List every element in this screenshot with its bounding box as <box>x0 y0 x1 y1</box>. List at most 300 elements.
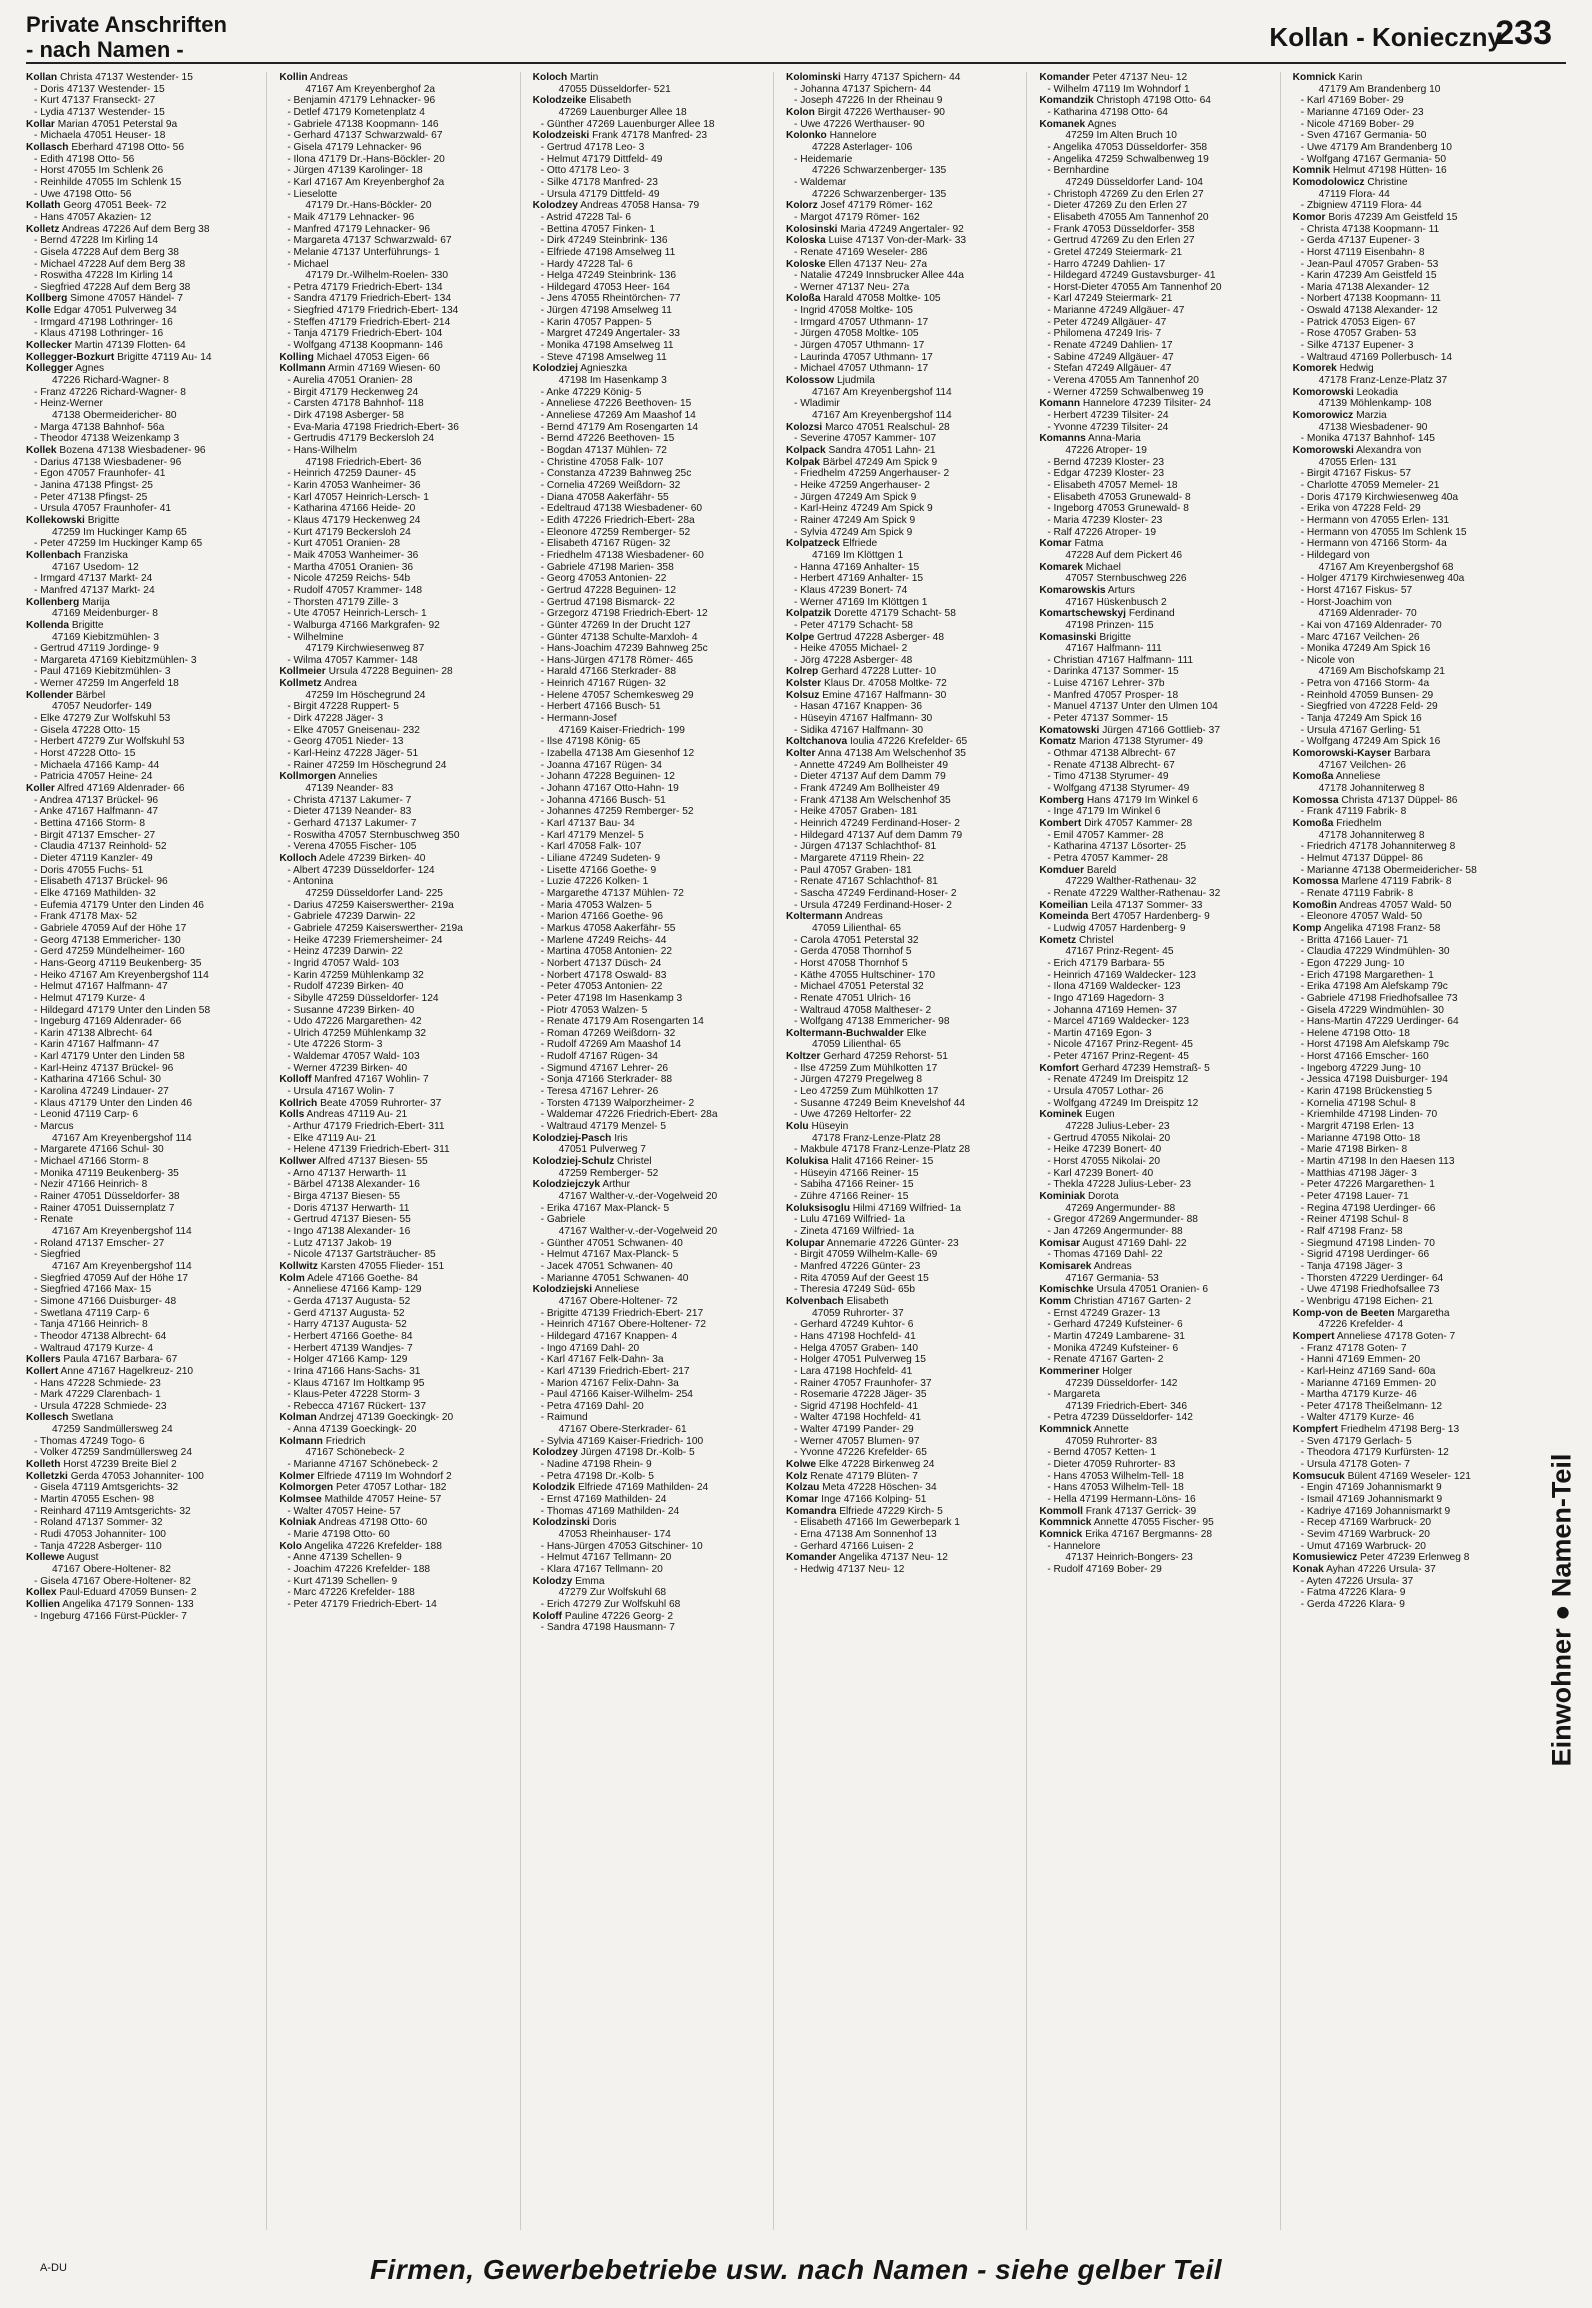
entry-text: 47167 Germania- 53 <box>1065 1272 1159 1284</box>
directory-entry <box>786 398 1022 410</box>
entry-text: - Herbert 47166 Goethe- 84 <box>287 1330 413 1342</box>
directory-entry <box>1039 1401 1275 1413</box>
entry-text: - Herbert 47279 Zur Wolfskuhl 53 <box>34 736 185 748</box>
entry-text: - Nicole von <box>1300 654 1355 666</box>
entry-text: Alfred 47169 Aldenrader- 66 <box>57 783 185 795</box>
entry-text: Ljudmila <box>836 375 875 387</box>
surname: Komisarek <box>1039 1260 1092 1272</box>
directory-entry <box>1293 1587 1530 1599</box>
directory-entry <box>1293 119 1530 131</box>
entry-text: Jürgen 47166 Gottlieb- 37 <box>1102 724 1220 736</box>
entry-text: - Ursula 47057 Fraunhofer- 41 <box>34 503 172 515</box>
directory-entry <box>279 1296 515 1308</box>
directory-entry <box>786 970 1022 982</box>
surname: Kollewe <box>26 1552 65 1564</box>
entry-text: - Hildegard 47167 Knappen- 4 <box>540 1330 678 1342</box>
entry-text: Friedhelm <box>1336 818 1382 829</box>
entry-text: - Ingeburg 47166 Fürst-Pückler- 7 <box>34 1610 187 1622</box>
surname: Kolster <box>785 678 822 690</box>
entry-text: - Helmut 47167 Halfmann- 47 <box>34 981 168 993</box>
directory-entry <box>533 900 769 912</box>
surname: Koloßa <box>785 293 821 305</box>
entry-text: - Johann 47167 Otto-Hahn- 19 <box>540 783 679 795</box>
entry-text: - Philomena 47249 Iris- 7 <box>1047 328 1162 340</box>
directory-entry <box>26 690 262 702</box>
entry-text: - Edgar 47239 Kloster- 23 <box>1047 468 1164 480</box>
directory-entry <box>26 259 262 271</box>
directory-entry <box>1039 1214 1275 1226</box>
surname: Komarek <box>1039 561 1083 573</box>
directory-entry <box>1039 1238 1275 1250</box>
entry-text: - Wolfgang 47138 Styrumer- 49 <box>1047 783 1190 795</box>
entry-text: - Margareta 47137 Schwarzwald- 67 <box>287 235 452 247</box>
entry-text: - Hildegard 47249 Gustavsburger- 41 <box>1047 270 1216 282</box>
directory-entry <box>1293 154 1530 166</box>
entry-text: Elfriede 47169 Mathilden- 24 <box>577 1482 709 1494</box>
entry-text: - Karl 47057 Heinrich-Lersch- 1 <box>287 491 429 503</box>
directory-entry <box>279 293 515 305</box>
directory-entry <box>279 1226 515 1238</box>
entry-text: - Marc 47167 Veilchen- 26 <box>1300 631 1420 643</box>
entry-text: 47139 Friedrich-Ebert- 346 <box>1065 1400 1188 1412</box>
entry-text: - Matthias 47198 Jäger- 3 <box>1300 1167 1417 1179</box>
surname: Kolmsee <box>279 1494 322 1506</box>
directory-entry <box>279 1552 515 1564</box>
directory-entry <box>786 1506 1022 1518</box>
directory-entry <box>279 387 515 399</box>
entry-text: Gertrud 47228 Asberger- 48 <box>817 631 944 643</box>
entry-text: - Gisela 47229 Windmühlen- 30 <box>1300 1004 1444 1016</box>
entry-text: - Birgit 47228 Ruppert- 5 <box>287 701 399 713</box>
entry-text: - Reiner 47198 Schul- 8 <box>1300 1214 1409 1226</box>
entry-text: 47178 Franz-Lenze-Platz 28 <box>811 1132 941 1144</box>
directory-entry <box>26 701 262 713</box>
entry-text: - Silke 47178 Manfred- 23 <box>540 176 658 188</box>
directory-entry <box>26 1482 262 1494</box>
entry-text: 47167 Walther-v.-der-Vogelweid 20 <box>558 1191 718 1202</box>
directory-entry <box>786 422 1022 434</box>
directory-entry <box>1293 923 1530 935</box>
directory-entry <box>26 573 262 585</box>
directory-entry <box>533 293 769 305</box>
entry-text: Gerhard 47259 Rehorst- 51 <box>823 1051 948 1063</box>
section-heading-line1: Private Anschriften <box>26 12 227 37</box>
directory-entry <box>533 771 769 783</box>
directory-entry <box>1293 1471 1530 1483</box>
entry-text: - Peter 47179 Schacht- 58 <box>793 619 913 631</box>
entry-text: - Bernd 47239 Kloster- 23 <box>1047 456 1164 468</box>
entry-text: 47198 Prinzen- 115 <box>1065 619 1154 631</box>
directory-entry <box>26 422 262 434</box>
entry-text: - Gerhard 47249 Kufsteiner- 6 <box>1047 1319 1183 1331</box>
entry-text: - Martin 47169 Egon- 3 <box>1047 1027 1152 1039</box>
surname: Kolodziejczyk <box>532 1179 601 1191</box>
directory-entry <box>279 1599 515 1611</box>
entry-text: Alexandra von <box>1356 445 1422 456</box>
directory-entry <box>26 993 262 1005</box>
entry-text: - Wilma 47057 Kammer- 148 <box>287 654 418 666</box>
entry-text: 47169 Aldenrader- 70 <box>1318 608 1417 620</box>
directory-entry <box>279 830 515 842</box>
directory-entry <box>786 1238 1022 1250</box>
entry-text: Barbara <box>1394 748 1431 760</box>
entry-text: - Irmgard 47057 Uthmann- 17 <box>793 316 929 328</box>
entry-text: Eugen <box>1085 1109 1115 1121</box>
directory-entry <box>1039 1412 1275 1424</box>
entry-text: - Marianne 47051 Schwanen- 40 <box>540 1272 689 1284</box>
entry-text: Horst 47239 Breite Biel 2 <box>63 1459 177 1471</box>
entry-text: Bozena 47138 Wiesbadener- 96 <box>59 445 206 456</box>
surname: Kolter <box>785 748 816 760</box>
directory-entry <box>533 1564 769 1576</box>
surname: Kolle <box>26 305 51 317</box>
entry-text: - Roswitha 47057 Sternbuschweg 350 <box>287 829 460 841</box>
entry-text: - Heinrich 47167 Rügen- 32 <box>540 678 666 690</box>
entry-text: - Waltraud 47179 Menzel- 5 <box>540 1121 666 1133</box>
entry-text: - Udo 47226 Margarethen- 42 <box>287 1016 422 1028</box>
directory-entry <box>279 375 515 387</box>
directory-entry <box>1039 550 1275 562</box>
directory-entry <box>1039 981 1275 993</box>
surname: Kollegger <box>26 363 73 375</box>
directory-entry <box>1293 95 1530 107</box>
entry-text: - Renate 47249 Im Dreispitz 12 <box>1047 1074 1189 1086</box>
directory-entry <box>786 468 1022 480</box>
entry-text: - Peter 47226 Margarethen- 1 <box>1300 1179 1435 1191</box>
directory-entry <box>279 1086 515 1098</box>
directory-entry <box>26 1459 262 1471</box>
entry-text: - Jan 47269 Angermunder- 88 <box>1047 1225 1183 1237</box>
directory-entry <box>533 806 769 818</box>
entry-text: Arturs <box>1107 584 1136 596</box>
directory-entry <box>26 923 262 935</box>
directory-entry <box>786 666 1022 678</box>
entry-text: 47059 Lilienthal- 65 <box>811 1039 901 1051</box>
directory-entry <box>1293 468 1530 480</box>
entry-text: Michael <box>1085 561 1121 573</box>
directory-entry <box>786 771 1022 783</box>
entry-text: - Andrea 47137 Brückel- 96 <box>34 794 159 806</box>
directory-entry <box>1293 270 1530 282</box>
directory-entry <box>279 212 515 224</box>
entry-text: - Siegfried von 47228 Feld- 29 <box>1300 701 1438 713</box>
entry-text: - Karl-Heinz 47249 Am Spick 9 <box>793 503 933 515</box>
directory-entry <box>1293 515 1530 527</box>
directory-entry <box>279 492 515 504</box>
surname: Komp-von de Beeten <box>1292 1307 1395 1319</box>
directory-entry <box>786 935 1022 947</box>
entry-text: - Helmut 47179 Kurze- 4 <box>34 992 145 1004</box>
directory-entry <box>1039 993 1275 1005</box>
directory-entry <box>1039 1564 1275 1576</box>
entry-text: Dorota <box>1088 1191 1119 1202</box>
directory-entry <box>1293 305 1530 317</box>
surname: Kolniak <box>279 1517 317 1529</box>
entry-text: Martin <box>570 72 599 83</box>
surname: Kollrich <box>279 1097 318 1109</box>
directory-entry <box>786 340 1022 352</box>
entry-text: - Birga 47137 Biesen- 55 <box>287 1191 401 1202</box>
entry-text: - Martin 47249 Lambarene- 31 <box>1047 1330 1185 1342</box>
entry-text: - Maria 47239 Kloster- 23 <box>1047 514 1163 526</box>
section-heading-line2: - nach Namen - <box>26 37 184 62</box>
directory-entry <box>1039 1261 1275 1273</box>
entry-text: - Anneliese 47269 Am Maashof 14 <box>540 410 696 422</box>
entry-text: - Margret 47249 Angertaler- 33 <box>540 328 680 340</box>
directory-entry <box>279 352 515 364</box>
entry-text: Marija <box>82 596 110 608</box>
directory-entry <box>1293 841 1530 853</box>
entry-text: - Harry 47137 Augusta- 52 <box>287 1319 407 1331</box>
directory-entry <box>279 562 515 574</box>
entry-text: - Harald 47166 Sterkrader- 88 <box>540 666 676 678</box>
directory-entry <box>1293 1319 1530 1331</box>
directory-entry <box>533 830 769 842</box>
entry-text: - Ralf 47198 Franz- 58 <box>1300 1225 1403 1237</box>
entry-text: Annelies <box>338 771 378 783</box>
directory-entry <box>26 1144 262 1156</box>
entry-text: - Bernd 47179 Am Rosengarten 14 <box>540 421 699 433</box>
entry-text: - Egon 47229 Jung- 10 <box>1300 957 1405 969</box>
directory-entry <box>533 562 769 574</box>
directory-entry <box>26 1354 262 1366</box>
directory-entry <box>279 433 515 445</box>
directory-entry <box>279 1238 515 1250</box>
entry-text: - Zühre 47166 Reiner- 15 <box>793 1191 909 1202</box>
surname: Komeilian <box>1039 899 1089 911</box>
directory-entry <box>786 1378 1022 1390</box>
directory-entry <box>1293 1552 1530 1564</box>
entry-text: - Eufemia 47179 Unter den Linden 46 <box>34 899 204 911</box>
directory-entry <box>786 1086 1022 1098</box>
entry-text: Michael 47053 Eigen- 66 <box>316 351 430 363</box>
entry-text: - Norbert 47178 Oswald- 83 <box>540 969 667 981</box>
directory-entry <box>26 270 262 282</box>
directory-entry <box>1293 1074 1530 1086</box>
directory-entry <box>26 352 262 364</box>
directory-entry <box>533 340 769 352</box>
directory-entry <box>1039 923 1275 935</box>
directory-entry <box>1039 270 1275 282</box>
directory-entry <box>26 1226 262 1238</box>
entry-text: - Theodora 47179 Kurfürsten- 12 <box>1300 1447 1449 1459</box>
entry-text: - Günter 47269 In der Drucht 127 <box>540 619 691 631</box>
directory-entry <box>26 1366 262 1378</box>
directory-entry <box>279 1249 515 1261</box>
directory-entry <box>1039 130 1275 142</box>
entry-text: - Hanni 47169 Emmen- 20 <box>1300 1354 1421 1366</box>
surname: Kollesch <box>26 1412 69 1424</box>
entry-text: Erika 47167 Bergmanns- 28 <box>1085 1529 1213 1541</box>
directory-entry <box>26 876 262 888</box>
directory-entry <box>279 1541 515 1553</box>
directory-entry <box>1293 865 1530 877</box>
entry-text: - Johanna 47166 Busch- 51 <box>540 794 666 806</box>
entry-text: Annette 47055 Fischer- 95 <box>1093 1517 1214 1529</box>
entry-text: - Birgit 47179 Heckenweg 24 <box>287 386 419 398</box>
entry-text: Annette <box>1093 1424 1129 1436</box>
directory-entry <box>279 1401 515 1413</box>
directory-entry <box>279 1168 515 1180</box>
directory-entry <box>533 72 769 84</box>
directory-entry <box>1039 760 1275 772</box>
entry-text: Ellen 47137 Neu- 27a <box>828 258 928 270</box>
entry-text: - Ismail 47169 Johannismarkt 9 <box>1300 1494 1443 1506</box>
entry-text: 47179 Am Brandenberg 10 <box>1318 83 1441 95</box>
directory-entry <box>279 1039 515 1051</box>
directory-entry <box>1293 293 1530 305</box>
entry-text: - Darius 47259 Kaiserswerther- 219a <box>287 899 454 911</box>
directory-entry <box>786 585 1022 597</box>
entry-text: - Hedwig 47137 Neu- 12 <box>793 1564 905 1575</box>
entry-text: - Marcus <box>34 1121 74 1133</box>
directory-entry <box>1293 853 1530 865</box>
surname: Koltzer <box>785 1051 821 1063</box>
entry-text: Klaus Dr. 47058 Moltke- 72 <box>823 678 947 690</box>
directory-entry <box>26 1424 262 1436</box>
surname: Koloch <box>532 72 568 83</box>
entry-text: Holger <box>1102 1365 1133 1377</box>
entry-text: - Marie 47198 Birken- 8 <box>1300 1144 1408 1156</box>
entry-text: - Werner 47057 Blumen- 97 <box>793 1435 920 1447</box>
entry-text: - Theodor 47138 Albrecht- 64 <box>34 1330 167 1342</box>
directory-entry <box>1039 1517 1275 1529</box>
directory-entry <box>1293 387 1530 399</box>
entry-text: - Gabriele 47198 Friedhofsallee 73 <box>1300 992 1458 1004</box>
entry-text: - Horst-Dieter 47055 Am Tannenhof 20 <box>1047 281 1222 293</box>
entry-text: - Horst 47055 Nikolai- 20 <box>1047 1156 1161 1168</box>
entry-text: - Kai von 47169 Aldenrader- 70 <box>1300 619 1442 631</box>
entry-text: - Klaus-Peter 47228 Storm- 3 <box>287 1389 420 1401</box>
entry-text: - Marc 47226 Krefelder- 188 <box>287 1587 415 1599</box>
directory-entry <box>1039 1005 1275 1017</box>
entry-text: - Horst 47198 Am Alefskamp 79c <box>1300 1039 1450 1051</box>
directory-entry <box>533 154 769 166</box>
directory-entry <box>533 457 769 469</box>
directory-entry <box>786 433 1022 445</box>
entry-text: Angelika 47137 Neu- 12 <box>838 1552 948 1564</box>
directory-entry <box>1293 911 1530 923</box>
directory-entry <box>533 1529 769 1541</box>
directory-entry <box>279 1319 515 1331</box>
entry-text: Christoph 47198 Otto- 64 <box>1096 95 1211 107</box>
directory-entry <box>1293 1506 1530 1518</box>
entry-text: - Hans 47057 Akazien- 12 <box>34 211 152 223</box>
directory-entry <box>786 72 1022 84</box>
entry-text: Christel <box>1078 934 1114 946</box>
entry-text: - Klaus 47239 Bonert- 74 <box>793 584 908 596</box>
entry-text: - Gabriele 47059 Auf der Höhe 17 <box>34 922 187 934</box>
surname: Kollar <box>26 118 55 130</box>
entry-text: - Carsten 47178 Bahnhof- 118 <box>287 398 424 410</box>
directory-entry <box>786 550 1022 562</box>
entry-text: - Holger 47166 Kamp- 129 <box>287 1354 408 1366</box>
entry-text: 47167 Usedom- 12 <box>52 561 139 573</box>
entry-text: - Frank 47138 Am Welschenhof 35 <box>793 794 951 806</box>
directory-entry <box>1293 1389 1530 1401</box>
entry-text: - Karin 47239 Am Geistfeld 15 <box>1300 270 1437 282</box>
directory-entry <box>1039 1156 1275 1168</box>
directory-entry <box>1293 1028 1530 1040</box>
entry-text: - Kurt 47051 Oranien- 28 <box>287 538 401 550</box>
directory-entry <box>1293 1576 1530 1588</box>
directory-entry <box>1293 1273 1530 1285</box>
entry-text: Adele 47239 Birken- 40 <box>318 852 426 864</box>
entry-text: - Martin 47055 Eschen- 98 <box>34 1494 155 1506</box>
directory-entry <box>1293 888 1530 900</box>
entry-text: Arthur <box>602 1179 631 1191</box>
directory-entry <box>1039 259 1275 271</box>
entry-text: - Ingo 47138 Alexander- 16 <box>287 1225 411 1237</box>
surname: Komodolowicz <box>1292 176 1365 188</box>
directory-entry <box>1039 970 1275 982</box>
surname: Komossa <box>1292 794 1339 806</box>
entry-text: - Jürgen 47057 Uthmann- 17 <box>793 340 925 352</box>
entry-text: - Joachim 47226 Krefelder- 188 <box>287 1564 431 1575</box>
entry-text: - Wolfgang 47249 Am Spick 16 <box>1300 736 1441 748</box>
surname: Komanek <box>1039 118 1086 130</box>
entry-text: - Uwe 47179 Am Brandenberg 10 <box>1300 141 1452 153</box>
directory-entry <box>786 1005 1022 1017</box>
directory-entry <box>26 1389 262 1401</box>
directory-entry <box>279 247 515 259</box>
directory-entry <box>786 177 1022 189</box>
directory-entry <box>786 270 1022 282</box>
directory-entry <box>1039 107 1275 119</box>
surname: Komar <box>785 1494 819 1506</box>
directory-entry <box>1039 1074 1275 1086</box>
entry-text: - Gerhard 47137 Schwarzwald- 67 <box>287 130 443 142</box>
directory-entry <box>1293 130 1530 142</box>
entry-text: - Ursula 47167 Gerling- 51 <box>1300 724 1421 736</box>
directory-entry <box>786 1156 1022 1168</box>
directory-entry <box>786 1098 1022 1110</box>
directory-entry <box>533 224 769 236</box>
entry-text: - Recep 47169 Warbruck- 20 <box>1300 1517 1432 1529</box>
directory-entry <box>786 1552 1022 1564</box>
surname: Kolmer <box>279 1470 315 1482</box>
entry-text: Helmut 47198 Hütten- 16 <box>1332 165 1447 177</box>
entry-text: - Kurt 47137 Franseckt- 27 <box>34 95 156 107</box>
entry-text: - Jürgen 47137 Schlachthof- 81 <box>793 841 937 853</box>
directory-entry <box>279 608 515 620</box>
entry-text: Edgar 47051 Pulverweg 34 <box>53 305 177 317</box>
entry-text: - Hildegard 47053 Heer- 164 <box>540 281 670 293</box>
directory-entry <box>1039 317 1275 329</box>
directory-entry <box>1039 445 1275 457</box>
entry-text: - Aurelia 47051 Oranien- 28 <box>287 375 413 387</box>
entry-text: - Ludwig 47057 Hardenberg- 9 <box>1047 922 1186 934</box>
entry-text: 47198 Friedrich-Ebert- 36 <box>305 456 422 468</box>
directory-entry <box>1293 503 1530 515</box>
surname: Komann <box>1039 398 1081 410</box>
directory-entry <box>26 970 262 982</box>
entry-text: - Erika 47198 Am Alefskamp 79c <box>1300 981 1448 993</box>
entry-text: - Hüseyin 47167 Halfmann- 30 <box>793 713 933 725</box>
directory-entry <box>533 923 769 935</box>
directory-entry <box>1039 142 1275 154</box>
entry-text: - Zbigniew 47119 Flora- 44 <box>1300 200 1422 212</box>
entry-text: - Helene 47198 Otto- 18 <box>1300 1027 1410 1039</box>
entry-text: - Mark 47229 Clarenbach- 1 <box>34 1389 161 1401</box>
directory-entry <box>1039 620 1275 632</box>
entry-text: 47167 Am Kreyenberghof 2a <box>305 83 436 95</box>
directory-entry <box>533 1226 769 1238</box>
entry-text: - Lydia 47137 Westender- 15 <box>34 106 165 118</box>
directory-entry <box>26 1238 262 1250</box>
directory-entry <box>1039 95 1275 107</box>
directory-entry <box>786 387 1022 399</box>
